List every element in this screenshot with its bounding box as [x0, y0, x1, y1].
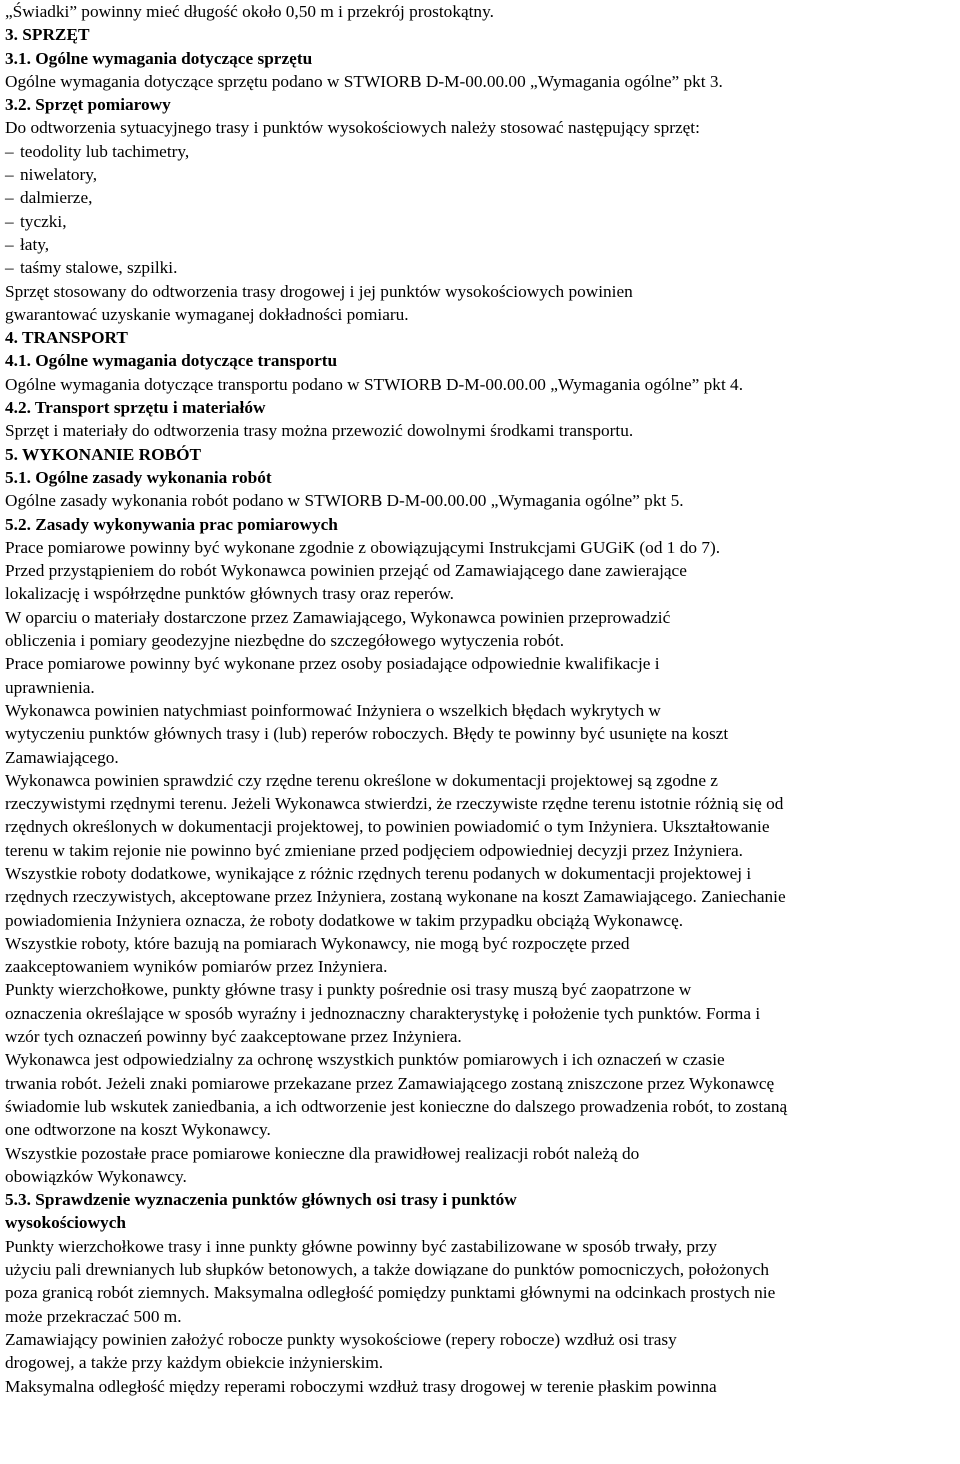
dash-marker: –	[5, 188, 14, 208]
section-4-heading: 4. TRANSPORT	[5, 328, 128, 348]
body-line: W oparciu o materiały dostarczone przez Zamawiającego, Wykonawca powinien przeprowadzić	[5, 607, 671, 627]
list-item	[5, 210, 960, 233]
body-line: wzór tych oznaczeń powinny być zaakceptowane przez Inżyniera.	[5, 1027, 462, 1047]
section-5-heading: 5. WYKONANIE ROBÓT	[5, 444, 202, 464]
body-line: rzeczywistymi rzędnymi terenu. Jeżeli Wykonawca stwierdzi, że rzeczywiste rzędne terenu istotnie różnią się od	[5, 794, 784, 814]
list-item-text: dalmierze,	[20, 188, 93, 208]
list-item-text: łaty,	[20, 234, 50, 254]
body-line: może przekraczać 500 m.	[5, 1306, 182, 1326]
dash-marker: –	[5, 211, 14, 231]
section-4-1-text: Ogólne wymagania dotyczące transportu podano w STWIORB D-M-00.00.00 „Wymagania ogólne” pkt 4.	[5, 374, 744, 394]
list-item-text: taśmy stalowe, szpilki.	[20, 258, 178, 278]
body-line: Zamawiającego.	[5, 747, 119, 767]
body-line: Punkty wierzchołkowe trasy i inne punkty główne powinny być zastabilizowane w sposób trwały, przy	[5, 1236, 718, 1256]
body-line: Wszystkie roboty dodatkowe, wynikające z różnic rzędnych terenu podanych w dokumentacji projektowej i	[5, 863, 752, 883]
section-3-1-heading: 3.1. Ogólne wymagania dotyczące sprzętu	[5, 48, 313, 68]
section-3-2-heading: 3.2. Sprzęt pomiarowy	[5, 95, 171, 115]
document-page	[5, 0, 960, 1398]
body-line: wytyczeniu punktów głównych trasy i (lub) reperów roboczych. Błędy te powinny być usunięte na koszt	[5, 724, 729, 744]
list-item-text: niwelatory,	[20, 165, 98, 185]
section-3-2-intro: Do odtworzenia sytuacyjnego trasy i punktów wysokościowych należy stosować następujący sprzęt:	[5, 118, 700, 138]
body-line: Wykonawca powinien sprawdzić czy rzędne terenu określone w dokumentacji projektowej są zgodne z	[5, 770, 718, 790]
dash-marker: –	[5, 165, 14, 185]
section-5-2-body	[5, 536, 960, 1188]
section-5-2-heading: 5.2. Zasady wykonywania prac pomiarowych	[5, 514, 338, 534]
intro-text: „Świadki” powinny mieć długość około 0,50 m i przekrój prostokątny.	[5, 2, 494, 21]
body-line: powiadomienia Inżyniera oznacza, że roboty dodatkowe w takim przypadku obciążą Wykonawcę.	[5, 910, 684, 930]
list-item	[5, 186, 960, 209]
body-line: rzędnych określonych w dokumentacji projektowej, to powinien powiadomić o tym Inżyniera. Ukształtowanie	[5, 817, 770, 837]
body-line: one odtworzone na koszt Wykonawcy.	[5, 1120, 271, 1140]
dash-marker: –	[5, 234, 14, 254]
section-5-3-heading-line: 5.3. Sprawdzenie wyznaczenia punktów głównych osi trasy i punktów	[5, 1190, 517, 1210]
body-line: zaakceptowaniem wyników pomiarów przez Inżyniera.	[5, 957, 388, 977]
section-3-2-text-line: Sprzęt stosowany do odtworzenia trasy drogowej i jej punktów wysokościowych powinien	[5, 281, 633, 301]
body-line: trwania robót. Jeżeli znaki pomiarowe przekazane przez Zamawiającego zostaną zniszczone przez Wykonawcę	[5, 1073, 775, 1093]
dash-marker: –	[5, 258, 14, 278]
section-5-3-heading-line: wysokościowych	[5, 1213, 126, 1233]
equipment-list	[5, 140, 960, 280]
list-item-text: teodolity lub tachimetry,	[20, 141, 190, 161]
section-5-1-heading: 5.1. Ogólne zasady wykonania robót	[5, 467, 272, 487]
body-line: Wszystkie roboty, które bazują na pomiarach Wykonawcy, nie mogą być rozpoczęte przed	[5, 933, 630, 953]
list-item	[5, 256, 960, 279]
body-line: Wykonawca jest odpowiedzialny za ochronę wszystkich punktów pomiarowych i ich oznaczeń w czasie	[5, 1050, 725, 1070]
body-line: oznaczenia określające w sposób wyraźny i jednoznaczny charakterystykę i położenie tych punktów. Forma i	[5, 1003, 761, 1023]
list-item-text: tyczki,	[20, 211, 67, 231]
body-line: lokalizację i współrzędne punktów głównych trasy oraz reperów.	[5, 584, 454, 604]
body-line: drogowej, a także przy każdym obiekcie inżynierskim.	[5, 1353, 384, 1373]
body-line: Punkty wierzchołkowe, punkty główne trasy i punkty pośrednie osi trasy muszą być zaopatrzone w	[5, 980, 692, 1000]
list-item	[5, 163, 960, 186]
section-4-2-text: Sprzęt i materiały do odtworzenia trasy można przewozić dowolnymi środkami transportu.	[5, 421, 634, 441]
body-line: Zamawiający powinien założyć robocze punkty wysokościowe (repery robocze) wzdłuż osi trasy	[5, 1329, 677, 1349]
body-line: Przed przystąpieniem do robót Wykonawca powinien przejąć od Zamawiającego dane zawierające	[5, 561, 687, 581]
body-line: Wszystkie pozostałe prace pomiarowe konieczne dla prawidłowej realizacji robót należą do	[5, 1143, 640, 1163]
body-line: Prace pomiarowe powinny być wykonane zgodnie z obowiązującymi Instrukcjami GUGiK (od 1 do 7).	[5, 537, 721, 557]
list-item	[5, 140, 960, 163]
body-line: Wykonawca powinien natychmiast poinformować Inżyniera o wszelkich błędach wykrytych w	[5, 700, 661, 720]
section-5-3-body	[5, 1235, 960, 1398]
body-line: obliczenia i pomiary geodezyjne niezbędne do szczegółowego wytyczenia robót.	[5, 631, 565, 651]
body-line: uprawnienia.	[5, 677, 95, 697]
section-3-heading: 3. SPRZĘT	[5, 25, 90, 45]
section-5-1-text: Ogólne zasady wykonania robót podano w STWIORB D-M-00.00.00 „Wymagania ogólne” pkt 5.	[5, 491, 684, 511]
body-line: rzędnych rzeczywistych, akceptowane przez Inżyniera, zostaną wykonane na koszt Zamawiającego. Zaniechanie	[5, 887, 786, 907]
body-line: terenu w takim rejonie nie powinno być zmieniane przed podjęciem odpowiedniej decyzji przez Inżyniera.	[5, 840, 743, 860]
section-3-2-text-line: gwarantować uzyskanie wymaganej dokładności pomiaru.	[5, 304, 409, 324]
dash-marker: –	[5, 141, 14, 161]
section-3-1-text: Ogólne wymagania dotyczące sprzętu podano w STWIORB D-M-00.00.00 „Wymagania ogólne” pkt 3.	[5, 71, 723, 91]
section-4-1-heading: 4.1. Ogólne wymagania dotyczące transportu	[5, 351, 338, 371]
body-line: poza granicą robót ziemnych. Maksymalna odległość pomiędzy punktami głównymi na odcinkach prostych nie	[5, 1283, 776, 1303]
body-line: Prace pomiarowe powinny być wykonane przez osoby posiadające odpowiednie kwalifikacje i	[5, 654, 660, 674]
section-4-2-heading: 4.2. Transport sprzętu i materiałów	[5, 398, 266, 418]
body-line: Maksymalna odległość między reperami roboczymi wzdłuż trasy drogowej w terenie płaskim powinna	[5, 1376, 717, 1396]
body-line: użyciu pali drewnianych lub słupków betonowych, a także dowiązane do punktów pomocniczych, położonych	[5, 1260, 769, 1280]
list-item	[5, 233, 960, 256]
body-line: świadomie lub wskutek zaniedbania, a ich odtworzenie jest konieczne do dalszego prowadzenia robót, to zostaną	[5, 1096, 788, 1116]
body-line: obowiązków Wykonawcy.	[5, 1166, 187, 1186]
